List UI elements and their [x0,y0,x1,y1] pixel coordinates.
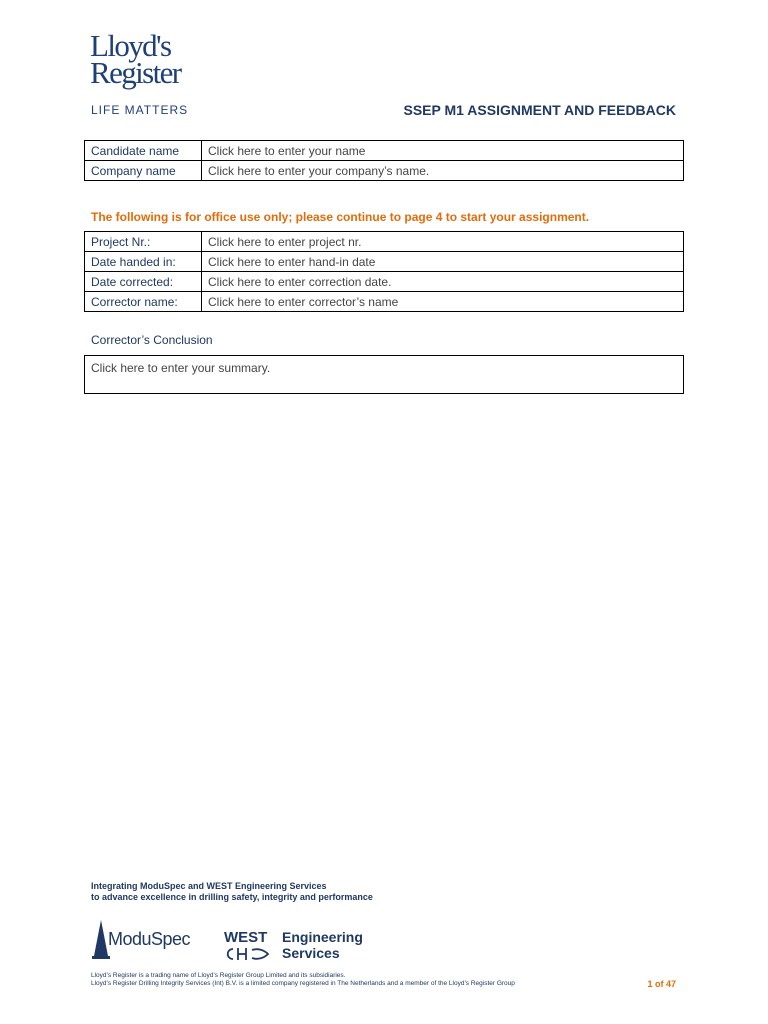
summary-placeholder: Click here to enter your summary. [91,361,271,375]
company-name-label: Company name [85,161,202,181]
lloyds-register-logo [90,28,194,90]
candidate-table [84,140,684,181]
date-corrected-field[interactable]: Click here to enter correction date. [202,272,684,292]
table-row [85,141,684,161]
logo-line1: Lloyd's [90,28,171,63]
logo-tagline: LIFE MATTERS [91,103,189,117]
engineering-text: Engineering [282,929,363,945]
logo-line2: Register [90,55,181,90]
legal-line1: Lloyd’s Register is a trading name of Lloyd’s Register Group Limited and its subsidiaries. [91,972,346,979]
conclusion-label: Corrector’s Conclusion [91,333,213,347]
page-number: 1 of 47 [647,979,676,989]
footer-tagline [91,881,373,903]
summary-field[interactable] [84,355,684,394]
office-use-note: The following is for office use only; please continue to page 4 to start your assignment. [91,210,590,224]
corrector-name-label: Corrector name: [85,292,202,312]
footer-tagline-line1: Integrating ModuSpec and WEST Engineering Services [91,881,327,891]
footer-tagline-line2: to advance excellence in drilling safety, integrity and performance [91,892,373,902]
west-mark-icon [224,947,274,961]
legal-line2: Lloyd’s Register Drilling Integrity Services (Int) B.V. is a limited company registered in The Netherlands and a member of the Lloyd’s Register Group [91,980,515,987]
project-nr-field[interactable]: Click here to enter project nr. [202,232,684,252]
table-row [85,161,684,181]
date-handed-in-label: Date handed in: [85,252,202,272]
candidate-name-label: Candidate name [85,141,202,161]
table-row [85,272,684,292]
west-engineering-services [282,929,363,961]
date-handed-in-field[interactable]: Click here to enter hand-in date [202,252,684,272]
office-table [84,231,684,312]
legal-notice [91,972,515,988]
project-nr-label: Project Nr.: [85,232,202,252]
west-wordmark: WEST [224,929,268,946]
table-row [85,232,684,252]
corrector-name-field[interactable]: Click here to enter corrector’s name [202,292,684,312]
date-corrected-label: Date corrected: [85,272,202,292]
moduspec-wordmark: ModuSpec [108,929,191,949]
company-name-field[interactable]: Click here to enter your company’s name. [202,161,684,181]
services-text: Services [282,945,340,961]
page-title: SSEP M1 ASSIGNMENT AND FEEDBACK [403,102,676,118]
table-row [85,252,684,272]
moduspec-logo [92,918,204,960]
candidate-name-field[interactable]: Click here to enter your name [202,141,684,161]
table-row [85,292,684,312]
